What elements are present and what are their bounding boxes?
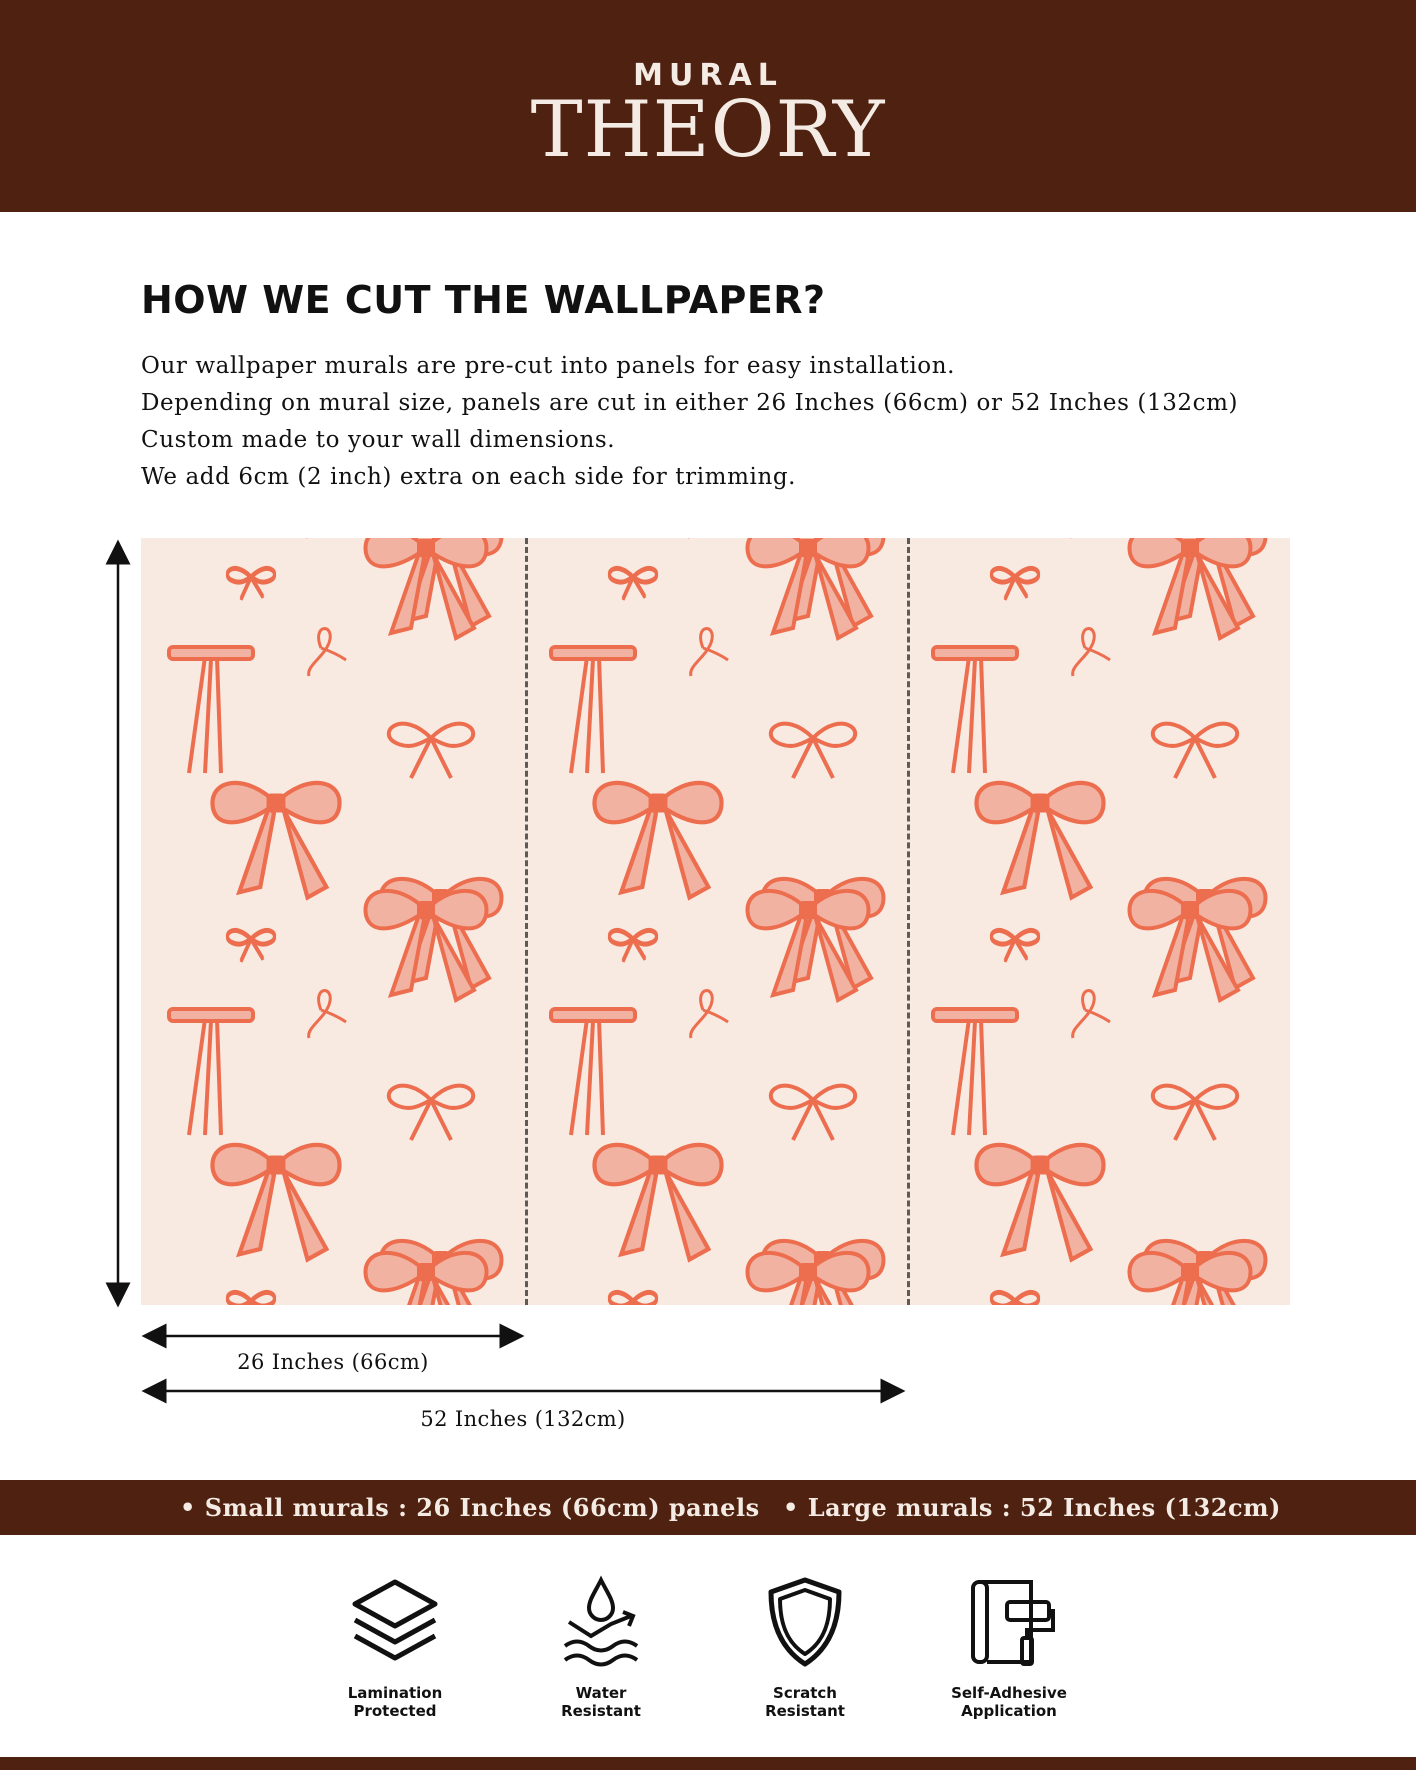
brand-logo-top: MURAL	[633, 58, 783, 93]
feature-label: Self-Adhesive Application	[951, 1684, 1067, 1720]
brand-logo-main: THEORY	[530, 85, 886, 175]
footer-bar	[0, 1757, 1416, 1770]
intro-line: Depending on mural size, panels are cut in either 26 Inches (66cm) or 52 Inches (132cm)	[141, 390, 1239, 416]
feature-label: Lamination Protected	[347, 1684, 443, 1720]
shield-icon	[755, 1572, 855, 1672]
size-info-band	[0, 1480, 1416, 1535]
feature-scratch	[715, 1572, 895, 1720]
feature-label: Water Resistant	[561, 1684, 641, 1720]
panel-width-label: 26 Inches (66cm)	[237, 1350, 429, 1374]
intro-line: Custom made to your wall dimensions.	[141, 427, 616, 453]
small-murals-info: • Small murals : 26 Inches (66cm) panels	[180, 1493, 760, 1522]
feature-water	[511, 1572, 691, 1720]
large-murals-info: • Large murals : 52 Inches (132cm)	[783, 1493, 1281, 1522]
intro-line: Our wallpaper murals are pre-cut into panels for easy installation.	[141, 353, 956, 379]
feature-adhesive	[919, 1572, 1099, 1720]
feature-label: Scratch Resistant	[765, 1684, 845, 1720]
page-title: HOW WE CUT THE WALLPAPER?	[141, 278, 826, 322]
water-drop-icon	[551, 1572, 651, 1672]
double-panel-width-label: 52 Inches (132cm)	[420, 1407, 626, 1431]
feature-lamination	[305, 1572, 485, 1720]
roller-icon	[959, 1572, 1059, 1672]
intro-line: We add 6cm (2 inch) extra on each side for trimming.	[141, 464, 797, 490]
layers-icon	[345, 1572, 445, 1672]
